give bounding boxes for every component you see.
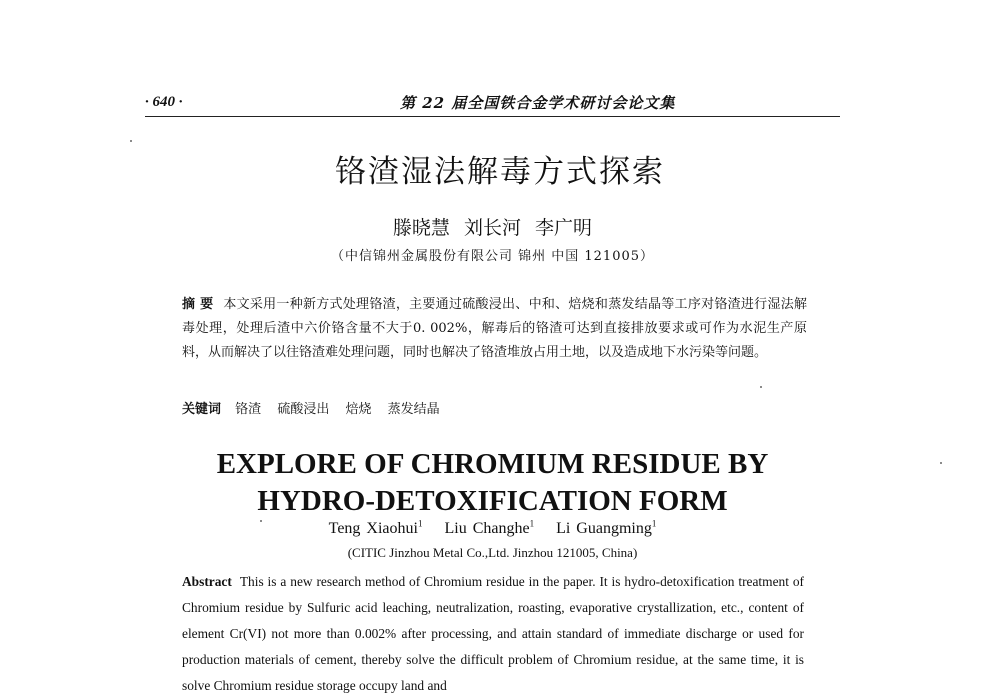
keyword: 蒸发结晶 — [387, 402, 440, 417]
author-superscript: 1 — [529, 519, 535, 529]
english-abstract-text: This is a new research method of Chromium residue in the paper. It is hydro-detoxification treatment of Chromium residue by Sulfuric acid leaching, neutralization, roasting, evaporative crystallization, etc., content of element Cr(VI) not more than 0.002% after processing, and attain standard of immediate discharge or used for production materials of cement, thereby solve the difficult problem of Chromium residue, at the same time, it is solve Chromium residue storage occupy land and — [182, 574, 804, 693]
page-number: · 640 · — [145, 94, 183, 110]
author-3: 李广明 — [535, 217, 593, 239]
scan-speck — [760, 386, 762, 388]
english-title-line-1: EXPLORE OF CHROMIUM RESIDUE BY — [216, 448, 769, 480]
scan-speck — [130, 140, 132, 142]
keyword: 焙烧 — [345, 402, 372, 417]
author-name: Li Guangming — [556, 520, 652, 538]
author-2: 刘长河 — [463, 217, 521, 239]
scan-speck — [260, 520, 262, 522]
english-author-1 — [329, 520, 423, 537]
author-superscript: 1 — [417, 519, 423, 529]
chinese-title: 铬渣湿法解毒方式探索 — [335, 154, 665, 190]
chinese-abstract-text: 本文采用一种新方式处理铬渣，主要通过硫酸浸出、中和、焙烧和蒸发结晶等工序对铬渣进行湿法解毒处理，处理后渣中六价铬含量不大于0. 002%，解毒后的铬渣可达到直接排放要求或可作为水泥生产原料，从而解决了以往铬渣难处理问题，同时也解决了铬渣堆放占用土地，以及造成地下水污染等问题。 — [182, 297, 807, 360]
chinese-authors — [0, 213, 985, 240]
running-header — [145, 92, 840, 118]
english-authors — [0, 519, 985, 538]
chinese-keywords — [182, 398, 807, 417]
chinese-abstract-label: 摘 要 — [182, 297, 214, 312]
english-title — [0, 446, 985, 520]
keyword: 铬渣 — [235, 402, 262, 417]
english-title-line-2: HYDRO-DETOXIFICATION FORM — [257, 485, 728, 517]
journal-title: 第 22 届全国铁合金学术研讨会论文集 — [400, 94, 676, 112]
author-1: 滕晓慧 — [392, 217, 450, 239]
chinese-abstract — [182, 293, 807, 365]
english-author-3 — [556, 520, 656, 537]
chinese-affiliation: （中信锦州金属股份有限公司 锦州 中国 121005） — [330, 249, 655, 264]
header-rule — [145, 116, 840, 117]
author-superscript: 1 — [651, 519, 657, 529]
keywords-label: 关键词 — [182, 402, 222, 417]
scan-speck — [940, 462, 942, 464]
english-abstract-label: Abstract — [182, 574, 232, 589]
english-abstract — [182, 569, 804, 699]
author-name: Liu Changhe — [444, 520, 530, 538]
author-name: Teng Xiaohui — [328, 520, 418, 538]
english-affiliation: (CITIC Jinzhou Metal Co.,Ltd. Jinzhou 121005, China) — [347, 545, 638, 560]
english-author-2 — [444, 520, 534, 537]
keyword: 硫酸浸出 — [277, 402, 330, 417]
